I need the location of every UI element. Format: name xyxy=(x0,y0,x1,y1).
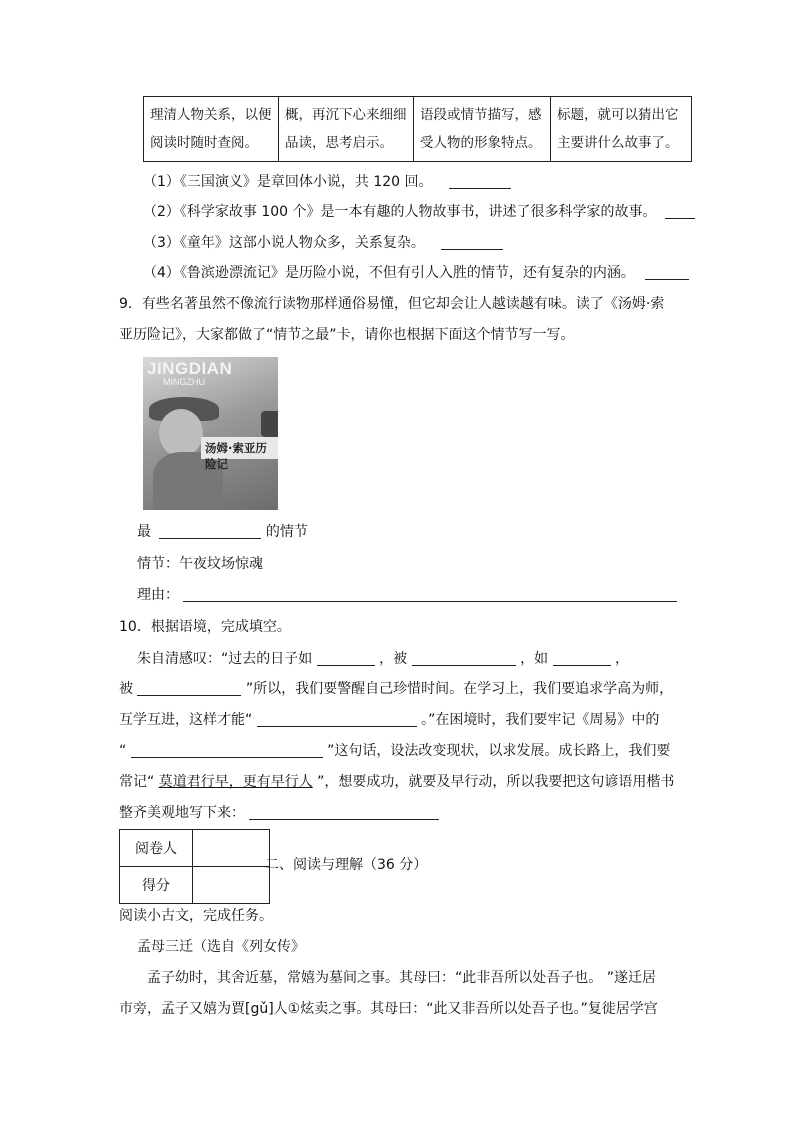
score-label: 得分 xyxy=(120,867,193,904)
table-row xyxy=(120,867,270,904)
q10-line-4 xyxy=(119,740,670,762)
table-cell xyxy=(279,97,414,162)
judgment-text: （4）《鲁滨逊漂流记》是历险小说，不但有引人入胜的情节，还有复杂的内涵。 xyxy=(143,265,635,281)
cover-title: 汤姆·索亚历险记 xyxy=(205,441,267,471)
fill-blank[interactable] xyxy=(317,649,375,666)
zui-blank[interactable] xyxy=(159,522,261,539)
judgment-item-1 xyxy=(143,171,511,193)
q10-line-1 xyxy=(137,648,629,670)
table-cell xyxy=(551,97,692,162)
cell-line: 理清人物关系，以便 xyxy=(150,107,272,123)
story-title: 孟母三迁（选自《列女传》 xyxy=(137,939,305,955)
reviewer-label: 阅卷人 xyxy=(120,830,193,867)
q10-line-3 xyxy=(119,709,659,731)
fill-blank[interactable] xyxy=(553,649,611,666)
q10-heading: 10．根据语境，完成填空。 xyxy=(119,619,291,635)
q10-line-6 xyxy=(119,802,439,824)
reason-blank[interactable] xyxy=(183,585,677,602)
cell-line: 语段或情节描写，感 xyxy=(420,107,542,123)
judgment-text: （2）《科学家故事 100 个》是一本有趣的人物故事书，讲述了很多科学家的故事。 xyxy=(143,204,657,220)
text: 互学互进，这样才能“ xyxy=(119,712,253,728)
text: 整齐美观地写下来： xyxy=(119,805,245,821)
fill-blank[interactable] xyxy=(249,803,439,820)
section-title: 二、阅读与理解（36 分） xyxy=(265,857,428,873)
reason-line xyxy=(137,584,677,606)
cover-brand-1: JINGDIAN xyxy=(147,359,233,378)
reason-label: 理由： xyxy=(137,587,179,603)
text: 朱自清感叹：“过去的日子如 xyxy=(137,651,313,667)
text: 被 xyxy=(119,681,133,697)
plot-line: 情节：午夜坟场惊魂 xyxy=(137,556,263,572)
text: 。”在困境时，我们要牢记《周易》中的 xyxy=(421,712,660,728)
judgment-item-2 xyxy=(143,201,695,223)
book-cover-image xyxy=(143,357,278,510)
text: ”这句话，设法改变现状，以求发展。成长路上，我们要 xyxy=(327,743,671,759)
fill-blank[interactable] xyxy=(137,679,241,696)
q10-line-5 xyxy=(119,771,674,793)
zui-line xyxy=(137,521,308,543)
cell-line: 品读，思考启示。 xyxy=(285,135,393,151)
fill-blank[interactable] xyxy=(412,649,516,666)
judgment-text: （3）《童年》这部小说人物众多，关系复杂。 xyxy=(143,235,425,251)
judgment-text: （1）《三国演义》是章回体小说，共 120 回。 xyxy=(143,174,433,190)
text: 常记“ xyxy=(119,774,155,790)
zui-prefix: 最 xyxy=(137,524,151,540)
answer-blank[interactable] xyxy=(665,202,695,219)
task-line: 阅读小古文，完成任务。 xyxy=(119,908,273,924)
underlined-proverb: 莫道君行早，更有早行人 xyxy=(158,774,313,790)
text: ，如 xyxy=(520,651,549,667)
answer-blank[interactable] xyxy=(441,233,503,250)
q9-line-2: 亚历险记》，大家都做了“情节之最”卡，请你也根据下面这个情节写一写。 xyxy=(119,327,575,343)
table-row xyxy=(120,830,270,867)
text: ”所以，我们要警醒自己珍惜时间。在学习上，我们要追求学高为师， xyxy=(245,681,674,697)
cell-line: 标题，就可以猜出它 xyxy=(557,107,679,123)
cover-badge xyxy=(261,411,278,437)
table-cell xyxy=(144,97,279,162)
story-para-1: 孟子幼时，其舍近墓，常嬉为墓间之事。其母曰：“此非吾所以处吾子也。 ”遂迁居 xyxy=(147,970,656,986)
reviewer-field[interactable] xyxy=(193,830,270,867)
q10-line-2 xyxy=(119,678,673,700)
fill-blank[interactable] xyxy=(131,741,323,758)
cell-line: 阅读时随时查阅。 xyxy=(150,135,258,151)
fill-blank[interactable] xyxy=(257,710,417,727)
cover-brand-2: MINGZHU xyxy=(163,377,205,387)
table-row xyxy=(144,97,692,162)
reading-method-table xyxy=(143,96,692,162)
text: “ xyxy=(119,743,127,759)
text: ”，想要成功，就要及早行动，所以我要把这句谚语用楷书 xyxy=(317,774,675,790)
score-field[interactable] xyxy=(193,867,270,904)
score-table xyxy=(119,829,270,904)
judgment-item-3 xyxy=(143,232,503,254)
text: ， xyxy=(614,651,629,667)
figure-face xyxy=(159,409,203,457)
cell-line: 主要讲什么故事了。 xyxy=(557,135,679,151)
cell-line: 概，再沉下心来细细 xyxy=(285,107,407,123)
zui-suffix: 的情节 xyxy=(265,524,308,540)
q9-line-1: 9．有些名著虽然不像流行读物那样通俗易懂，但它却会让人越读越有味。读了《汤姆·索 xyxy=(119,296,665,312)
answer-blank[interactable] xyxy=(449,172,511,189)
cell-line: 受人物的形象特点。 xyxy=(420,135,542,151)
judgment-item-4 xyxy=(143,262,689,284)
text: ，被 xyxy=(379,651,408,667)
table-cell xyxy=(414,97,551,162)
story-para-2: 市旁，孟子又嬉为賈[gǔ]人①炫卖之事。其母曰：“此又非吾所以处吾子也。”复徙居学宫 xyxy=(119,1001,658,1017)
answer-blank[interactable] xyxy=(645,263,689,280)
